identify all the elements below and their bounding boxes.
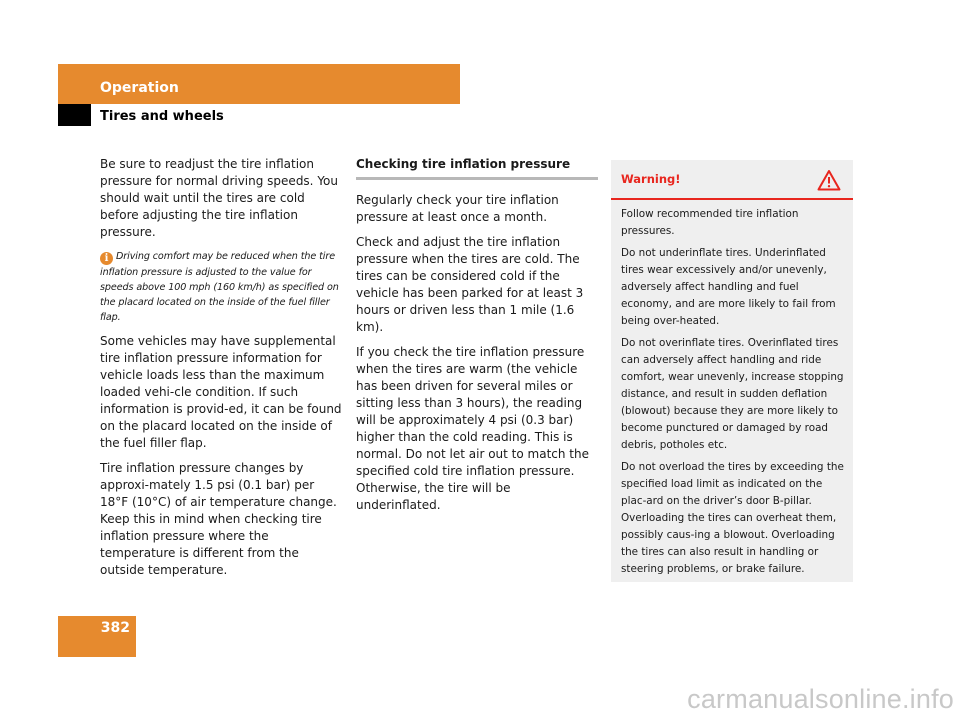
warning-paragraph: Do not underinflate tires. Underinflated tires wear excessively and/or unevenly, adversely affect handling and fuel economy, and are more likely to fail from being over-heated. <box>621 247 836 327</box>
warning-title: Warning! <box>621 172 681 186</box>
middle-column <box>356 156 598 522</box>
header-marker <box>58 104 91 126</box>
warning-header <box>611 160 853 200</box>
page-number-box <box>58 616 136 657</box>
info-icon: i <box>100 252 113 265</box>
info-note <box>100 249 345 325</box>
temperature-paragraph: Tire inflation pressure changes by approxi-mately 1.5 psi (0.1 bar) per 18°F (10°C) of air temperature change. Keep this in mind when checking tire inflation pressure where the temperature is different from the outside temperature. <box>100 461 337 577</box>
supplemental-paragraph: Some vehicles may have supplemental tire inflation pressure information for vehicle loads less than the maximum loaded vehi-cle condition. If such information is provid-ed, it can be found on the placard located on the inside of the fuel filler flap. <box>100 334 342 450</box>
check-monthly-paragraph: Regularly check your tire inflation pressure at least once a month. <box>356 193 559 224</box>
warning-triangle-icon <box>817 169 841 191</box>
warning-paragraph: Do not overload the tires by exceeding the specified load limit as indicated on the plac-ard on the driver’s door B-pillar. Overloading the tires can overheat them, possibly caus-ing a blowout. Overloading the tires can also result in handling or steering problems, or brake failure. <box>621 461 844 575</box>
warning-box <box>611 160 853 582</box>
page-number: 382 <box>100 620 130 636</box>
checking-heading: Checking tire inflation pressure <box>356 156 598 180</box>
section-title: Operation <box>100 80 179 96</box>
info-note-text: Driving comfort may be reduced when the tire inflation pressure is adjusted to the value for speeds above 100 mph (160 km/h) as specified on the placard located on the inside of the fuel filler flap. <box>100 251 339 323</box>
watermark: carmanualsonline.info <box>687 684 954 714</box>
subsection-title: Tires and wheels <box>100 109 224 124</box>
warning-paragraph: Follow recommended tire inflation pressures. <box>621 208 799 237</box>
intro-paragraph: Be sure to readjust the tire inflation pressure for normal driving speeds. You should wait until the tires are cold before adjusting the tire inflation pressure. <box>100 157 338 239</box>
check-cold-paragraph: Check and adjust the tire inflation pressure when the tires are cold. The tires can be considered cold if the vehicle has been parked for at least 3 hours or driven less than 1 mile (1.6 km). <box>356 235 584 334</box>
check-warm-paragraph: If you check the tire inflation pressure when the tires are warm (the vehicle has been driven for several miles or sitting less than 3 hours), the reading will be approximately 4 psi (0.3 bar) higher than the cold reading. This is normal. Do not let air out to match the specified cold tire inflation pressure. Otherwise, the tire will be underinflated. <box>356 345 589 512</box>
warning-paragraph: Do not overinflate tires. Overinflated tires can adversely affect handling and ride comfort, wear unevenly, increase stopping distance, and result in sudden deflation (blowout) because they are more likely to become punctured or damaged by road debris, potholes etc. <box>621 337 844 451</box>
left-column <box>100 156 345 587</box>
warning-body <box>611 200 853 578</box>
